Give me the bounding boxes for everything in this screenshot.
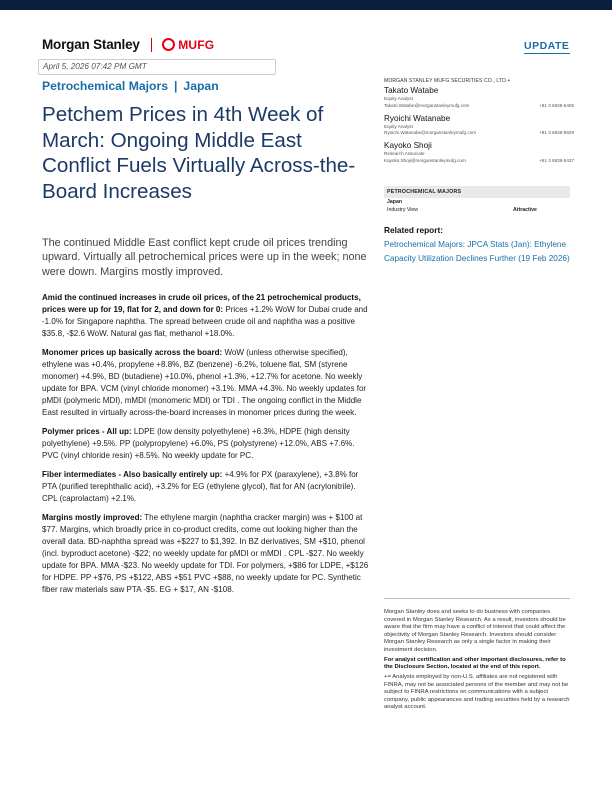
disclosure-finra: += Analysts employed by non-U.S. affiliates are not registered with FINRA, may not be associated persons of the member and may not be subject to FINRA restrictions on communications with a subject company, public appearances and trading securities held by a research analyst account. [384,674,570,710]
disclosure-divider [384,598,570,599]
industry-view-box [384,186,570,214]
related-report [384,225,574,266]
paragraph-text: Prices +1.2% WoW for Dubai crude and -1.0% for Singapore naphtha. The spread between crude oil and naphtha was a positive $35.8, -$2.6 WoW. Natural gas flat, methanol +18.0%. [42,304,368,338]
related-report-title: Related report: [384,225,444,235]
analyst-role: Research Associate [384,151,425,156]
body-paragraph [42,347,372,419]
disclosure-text: Morgan Stanley does and seeks to do business with companies covered in Morgan Stanley Research. As a result, investors should be aware that the firm may have a conflict of interest that could affect the objectivity of Morgan Stanley Research. Investors should consider Morgan Stanley Research as only a single factor in making their investment decision. [384,609,566,653]
analyst-panel [384,78,574,163]
industry-view-label: Industry View [387,207,419,213]
paragraph-lead: Monomer prices up basically across the board: [42,348,223,358]
analyst-email[interactable]: Ryoichi.Watanabe@morganstanleymufg.com [384,130,477,135]
disclosure-block [384,609,570,714]
publish-date: April 5, 2026 07:42 PM GMT [38,59,276,75]
paragraph-lead: Amid the continued increases in crude oil prices, of the 21 petrochemical products, prices were up for 19, flat for 2, and down for 0: [42,293,361,314]
region-label[interactable]: Japan [183,79,219,93]
industry-view-row [384,206,570,214]
analyst-phone: +81 3 6836-5406 [539,102,574,108]
related-report-link[interactable]: Petrochemical Majors: JPCA Stats (Jan): Ethylene Capacity Utilization Declines Further (19 Feb 2026) [384,240,570,263]
top-bar [0,0,612,10]
paragraph-text: The ethylene margin (naphtha cracker margin) was + $100 at $77. Margins, which broadly price in co-product credits, come out looking higher than the overall data. BD-naphtha spread was +$227 to $1,392. In BZ derivatives, SM +$10, phenol (incl. byproduct acetone) -$22; no weekly update for pMDI or mMDI . CPL -$27. No weekly update for BPA. MMA -$23. No weekly update for TDI. For polymers, +$86 for LDPE, +$126 for HDPE. PP +$76, PS +$122, ABS +$51 PVC +$88, no weekly update for PC. Synthetic fiber raw materials saw PTA -$5. EG + $17, AN -$108. [42,513,369,595]
brand-header [42,37,214,52]
analyst-contact [384,158,574,163]
industry-region-label: Japan [387,199,402,205]
mufg-logo: MUFG [178,37,215,52]
analyst-entry [384,141,574,163]
analyst-contact [384,130,574,135]
paragraph-text: WoW (unless otherwise specified), ethylene was +0.4%, propylene +8.8%, BZ (benzene) -6.2%, toluene flat, SM (styrene monomer) +4.9%, BD (butadiene) +10.0%, phenol +1.3%, +12.7% for acetone. No weekly update for BPA. VCM (vinyl chloride monomer) +3.1%. MMA +4.3%. No weekly updates for pMDI (polymeric MDI), mMDI (monomeric MDI) or TDI . The ongoing conflict in the Middle East resulted in virtually across-the-board increases in monomer prices during the week. [42,348,367,417]
report-title: Petchem Prices in 4th Week of March: Ongoing Middle East Conflict Fuels Virtually Across-the-Board Increases [42,103,356,203]
analyst-role: Equity Analyst [384,123,413,129]
analyst-email[interactable]: Takato.Watabe@morganstanleymufg.com [384,102,470,108]
paragraph-text: LDPE (low density polyethylene) +6.3%, HDPE (high density polyethylene) +9.5%. PP (polypropylene) +6.0%, PS (polystyrene) +12.0%, ABS +7.6%. PVC (vinyl chloride resin) +8.5%. No weekly update for PC. [42,427,355,461]
analyst-name: Kayoko Shoji [384,141,432,150]
paragraph-lead: Fiber intermediates - Also basically entirely up: [42,470,223,480]
morgan-stanley-logo: Morgan Stanley [42,37,140,52]
paragraph-text: +4.9% for PX (paraxylene), +3.8% for PTA (purified terephthalic acid), +3.2% for EG (ethylene glycol), flat for AN (acrylonitrile). CPL (caprolactam) +2.1%. [42,470,359,504]
body-paragraph [42,469,372,505]
body-paragraph [42,426,372,462]
analyst-contact [384,103,574,108]
analyst-name: Ryoichi Watanabe [384,113,451,123]
report-summary: The continued Middle East conflict kept crude oil prices trending upward. Virtually all petrochemical prices were up in the week; none were down. Margins mostly improved. [42,237,367,278]
brand-divider [151,38,153,52]
disclosure-certification-text: For analyst certification and other important disclosures, refer to the Disclosure Section, located at the end of this report. [384,656,566,670]
firm-name: MORGAN STANLEY MUFG SECURITIES CO., LTD.+ [384,78,511,84]
category-label[interactable]: Petrochemical Majors [42,79,168,93]
report-body [42,292,372,603]
update-badge: UPDATE [524,40,570,52]
update-underline [524,53,570,54]
analyst-email[interactable]: Kayoko.Shoji@morganstanleymufg.com [384,157,466,163]
analyst-role: Equity Analyst [384,96,413,101]
analyst-entry [384,114,574,136]
category-divider: | [174,79,178,93]
disclosure-certification [384,657,570,672]
body-paragraph [42,292,372,340]
analyst-phone: +81 3 6836-5437 [539,157,574,163]
body-paragraph [42,512,372,596]
mufg-circle-icon [162,38,175,51]
report-category [42,79,219,93]
analyst-entry [384,86,574,108]
industry-region [384,198,570,206]
industry-view-value: Attractive [513,207,537,213]
industry-header: PETROCHEMICAL MAJORS [384,186,570,198]
analyst-phone: +81 3 6836-8929 [539,130,574,135]
paragraph-lead: Margins mostly improved: [42,513,143,523]
analyst-name: Takato Watabe [384,86,439,95]
paragraph-lead: Polymer prices - All up: [42,427,132,437]
